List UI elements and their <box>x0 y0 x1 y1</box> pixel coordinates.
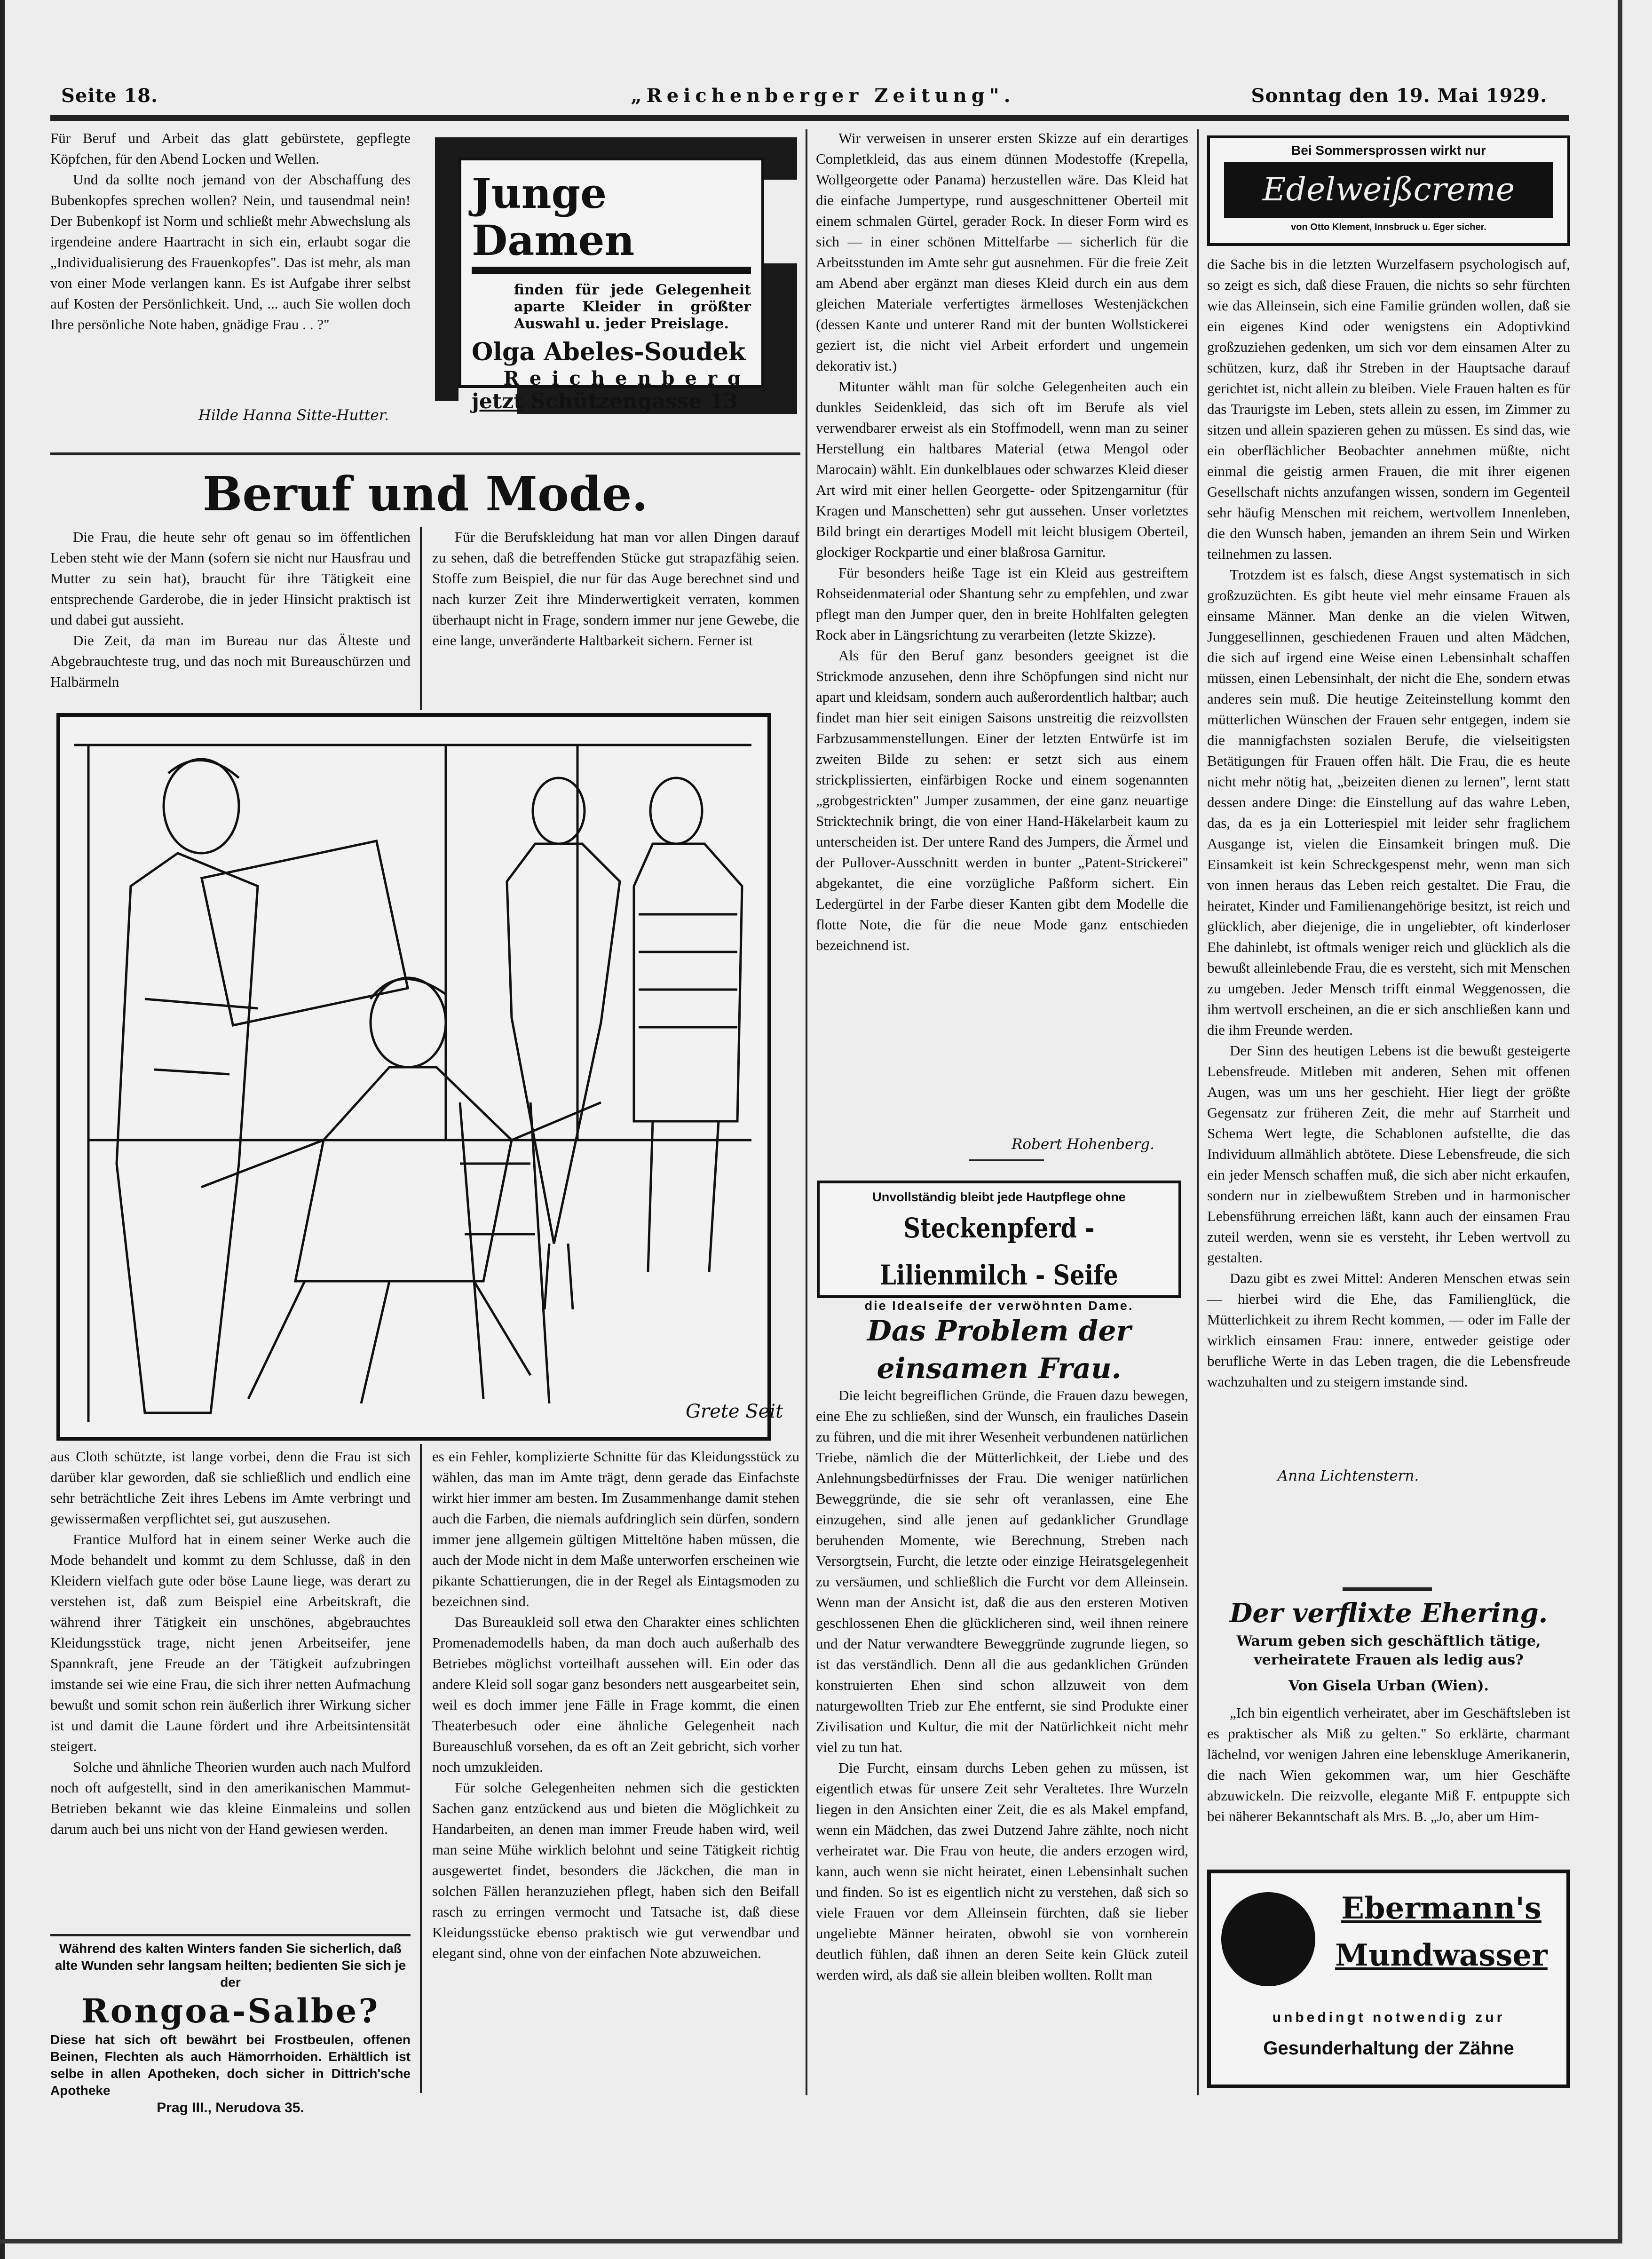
paragraph: Die Frau, die heute sehr oft genau so im öffentlichen Leben steht wie der Mann (sofern sie nicht nur Hausfrau und Mutter zu sein hat), braucht für ihre Tätigkeit eine entsprechende Garderobe, die in jeder Hinsicht praktisch ist und dabei gut aussieht. <box>50 529 411 628</box>
paragraph: die Sache bis in die letzten Wurzelfasern psychologisch auf, so zeigt es sich, daß diese Frauen, die nichts so sehr fürchten wie das Alleinsein, sich eine Familie gründen wollen, daß sie ein eigenes Kind oder wenigstens ein Adoptivkind großzuziehen gedenken, um sich vor dem einsamen Alter zu schützen, kurz, daß ihr Streben in der Hauptsache darauf gerichtet ist, nicht allein zu bleiben. Viele Frauen halten es für das Traurigste im Leben, stets allein zu essen, im Zimmer zu sitzen und allein spazieren gehen zu müssen. Es sind das, wie ein oberflächlicher Beobachter annehmen müßte, nicht einmal die geistig armen Frauen, die mit ihrer eigenen Gesellschaft nichts anzufangen wissen, sondern im Gegenteil sehr häufig Menschen mit reichem, wertvollem Innenleben, die den Wunsch haben, jemanden an ihrem Sein und Wirken teilnehmen zu lassen. <box>1207 256 1570 562</box>
ad-company: Olga Abeles-Soudek <box>472 338 746 366</box>
paragraph: Dazu gibt es zwei Mittel: Anderen Menschen etwas sein — hierbei wird die Ehe, das Familienglück, die Mütterlichkeit zu ihrem Recht kommen, — oder im Falle der wirklich einsamen Frau: innere, entweder geistige oder berufliche Werte in das Leben tragen, die die Lebensfreude wachzuhalten und zu steigern imstande sind. <box>1207 1270 1570 1390</box>
author-signature: Hilde Hanna Sitte-Hutter. <box>198 407 389 424</box>
illustrator-signature: Grete Seit <box>686 1401 783 1422</box>
ad-address: Prag III., Nerudova 35. <box>157 2100 304 2116</box>
paragraph: Die Furcht, einsam durchs Leben gehen zu müssen, ist eigentlich etwas für unsere Zeit sehr Veraltetes. Ihre Wurzeln liegen in den Ansichten einer Zeit, die es als Makel empfand, wenn ein Mädchen, das zwei Dutzend Jahre zählte, noch nicht verheiratet war. Die Frau von heute, die anders erzogen wird, kann, auch wenn sie nicht heiratet, einen Lebensinhalt suchen und finden. So ist es eigentlich nicht zu verstehen, daß sich so viele Frauen vor dem Alleinsein fürchten, daß sie lieber ungeliebte Männer heiraten, obwohl sie von vornherein deutlich fühlen, daß ihnen an deren Seite kein Glück zuteil werden wird, als daß sie allein bleiben wollten. Rollt man <box>816 1760 1188 1983</box>
short-rule <box>969 1159 1044 1161</box>
article-title-einsame-frau: Das Problem der einsamen Frau. <box>867 1315 1131 1385</box>
paragraph: Für die Berufskleidung hat man vor allen Dingen darauf zu sehen, daß die betreffenden Stücke gut strapazfähig seien. Stoffe zum Beispiel, die nur für das Auge berechnet sind und nach kurzer Zeit ihre Minderwertigkeit verraten, kommen überhaupt nicht in Frage, sondern immer nur jene Gewebe, die eine lange, unveränderte Haltbarkeit sichern. Ferner ist <box>432 529 799 649</box>
ad-flower-emblem <box>1221 1892 1315 1986</box>
paragraph: Trotzdem ist es falsch, diese Angst systematisch in sich großzuzüchten. Es gibt heute viel mehr einsame Frauen als einsame Männer. Man denke an die vielen Witwen, Junggesellinnen, geschiedenen Frauen und alten Mädchen, die sich auf irgend eine Weise einen Lebensinhalt schaffen müssen, einen Lebensinhalt, der nicht die Ehe, sondern etwas anderes sein muß. Die heutige Zeiteinstellung kommt den mütterlichen Wünschen der Frauen sehr entgegen, indem sie die mannigfachsten sozialen Berufe, die vielseitigsten Betätigungen für Frauen offen hält. Die Frau, die es heute nicht mehr nötig hat, „beizeiten dienen zu lernen", lernt statt dessen andere Dinge: die Einstellung auf das wahre Leben, das, da es ja ein Lotteriespiel mit leider sehr fraglichem Ausgange ist, vielen die Einsamkeit bringen muß. Die Einsamkeit ist kein Schreckgespenst mehr, wenn man sich von innen heraus das Leben reich gestaltet. Die Frau, die heiratet, Kinder und Familienangehörige besitzt, ist reich und glücklich, aber diejenige, die in ungeliebter, oft kinderloser Ehe dahinlebt, ist oftmals weniger reich und glücklich als die bewußt alleinlebende Frau, die es versteht, sich mit Menschen zu umgeben. Jeder Mensch trifft einmal Weggenossen, die ihm wertvoll erscheinen, an die er sich anschließen kann und die ihm Freunde werden. <box>1207 566 1570 1038</box>
ad-product: Mundwasser <box>1335 1938 1548 1973</box>
paragraph: es ein Fehler, komplizierte Schnitte für das Kleidungsstück zu wählen, das man im Amte trägt, denn gerade das Einfachste wirkt hier immer am besten. Im Zusammenhange damit stehen auch die Farben, die niemals aufdringlich sein dürfen, sondern immer jene allgemein gültigen Mitteltöne haben müssen, die auch der Mode nicht in dem Maße unterworfen erscheinen wie pikante Schattierungen, die in der Regel als Eintagsmoden zu bezeichnen sind. <box>432 1448 799 1609</box>
ad-product: Rongoa-Salbe? <box>81 1991 380 2030</box>
ad-line1: Unvollständig bleibt jede Hautpflege ohne <box>872 1190 1126 1204</box>
author-signature: Anna Lichtenstern. <box>1277 1467 1419 1484</box>
ad-intro: Während des kalten Winters fanden Sie sicherlich, daß alte Wunden sehr langsam heilten; bedienten Sie sich je der <box>55 1941 406 1990</box>
fashion-illustration <box>56 713 783 1441</box>
paragraph: Der Sinn des heutigen Lebens ist die bewußt gesteigerte Lebensfreude. Mitleben mit anderen, Sehen mit offenen Augen, was um uns her geschieht. Hier liegt der größte Gegensatz zur früheren Zeit, die mehr auf Starrheit und Schema Wert legte, die Schablonen aufstellte, die das Individuum allmählich abtötete. Diese Lebensfreude, die sich ein jeder Mensch schaffen muß, die sich aber nicht erkaufen, sondern nur in zielbewußtem Streben und in harmonischer Lebensführung erreichen läßt, kann auch der einsamen Frau zuteil werden, wenn sie es versteht, ihr Leben wertvoll zu gestalten. <box>1207 1042 1570 1266</box>
article-title-beruf-und-mode: Beruf und Mode. <box>202 466 648 522</box>
ad-bar <box>472 267 751 274</box>
beruf-text-col2-bottom <box>432 1446 799 2095</box>
paragraph: Das Bureaukleid soll etwa den Charakter eines schlichten Promenademodells haben, da man doch auch außerhalb des Betriebes möglichst vorteilhaft aussehen will. Ein oder das andere Kleid soll sogar ganz besonders nett ausgearbeitet sein, weil es doch immer jene Fälle in Frage kommt, die einen Theaterbesuch oder eine ähnliche Gelegenheit nach Bureauschluß vorsehen, da es oft an Zeit gebricht, sich vorher noch umzukleiden. <box>432 1614 799 1775</box>
einsame-frau-text-col4 <box>1207 254 1570 1465</box>
ad-line3: unbedingt notwendig zur <box>1272 2010 1505 2025</box>
short-rule <box>1343 1587 1432 1591</box>
paragraph: Mitunter wählt man für solche Gelegenheiten auch ein dunkles Seidenkleid, das sich oft im Berufe als viel verwendbarer erweist als ein Stoffmodell, wenn man zu seiner Herstellung ein haltbares Material (etwa Mengol oder Marocain) wählt. Ein dunkelblaues oder schwarzes Kleid dieser Art wird mit einer hellen Georgette- oder Spitzengarnitur (für Kragen und Manschetten) sehr gut aussehen. Unser vorletztes Bild bringt ein derartiges Modell mit leicht blusigem Oberteil, glockiger Rockpartie und einer blaßrosa Garnitur. <box>816 378 1188 560</box>
ad-line3: von Otto Klement, Innsbruck u. Eger sicher. <box>1291 222 1486 232</box>
beruf-text-col3 <box>816 128 1188 1134</box>
ad-line1: Bei Sommersprossen wirkt nur <box>1291 143 1486 158</box>
paragraph: Und da sollte noch jemand von der Abschaffung des Bubenkopfes sprechen wollen? Nein, und tausendmal nein! Der Bubenkopf ist Norm und schließt mehr Abwechslung als irgendeine andere Haartracht in sich ein, erlaubt sogar die „Individualisierung des Frauenkopfes". Das ist mehr, als man von einer Mode verlangen kann. Es ist Aufgabe ihrer selbst auf Kosten der Persönlichkeit. Und, ... auch Sie wollen doch Ihre persönliche Note haben, gnädige Frau . . ?" <box>50 171 411 333</box>
column-rule <box>806 129 807 2095</box>
column-rule <box>1197 129 1199 2095</box>
ad-junge-damen <box>458 158 764 413</box>
ad-rule <box>50 1934 411 1936</box>
section-rule <box>50 452 800 455</box>
ad-line4: Gesunderhaltung der Zähne <box>1263 2038 1514 2059</box>
article-byline: Von Gisela Urban (Wien). <box>1288 1678 1489 1694</box>
scan-edge <box>0 0 5 2259</box>
ad-address: Schützengasse 13 <box>530 389 738 413</box>
header-rule <box>50 115 1569 121</box>
fashion-sketch-image <box>60 717 783 1437</box>
ad-shadow <box>435 137 458 401</box>
ad-line3: die Idealseife der verwöhnten Dame. <box>864 1299 1134 1313</box>
paragraph: Für solche Gelegenheiten nehmen sich die gestickten Sachen ganz entzückend aus und bieten die Möglichkeit zu Handarbeiten, an denen man immer Freude haben wird, weil man seine Mühe wirklich belohnt und seine Tätigkeit richtig ausgewertet findet, besonders die Jäckchen, die man in solchen Fällen heranzuziehen pflegt, haben sich den Beifall rasch zu erringen vermocht und Tatsache ist, daß diese Kleidungsstücke ebenso praktisch wie gut verwendbar und elegant sind, ohne von der einfachen Note abzuweichen. <box>432 1779 799 1961</box>
ad-product: Edelweißcreme <box>1224 162 1553 218</box>
paragraph: Wir verweisen in unserer ersten Skizze auf ein derartiges Completkleid, das aus einem dünnen Modestoffe (Krepella, Wollgeorgette oder Panama) herzustellen wäre. Das Kleid hat die einfache Jumpertype, rund ausgeschnittener Oberteil mit einem schmalen Gürtel, gerader Rock. In dieser Form wird es sich — in einer schönen Mittelfarbe — sicherlich für die Arbeitsstunden im Amte sehr gut ausnehmen. Für die freie Zeit am Abend aber ergänzt man dieses Kleid durch ein aus dem gleichen Materiale verfertigtes ärmelloses Westenjäckchen (dessen Kante und unterer Rand mit der bunten Wollstickerei geziert ist, die nicht viel Arbeit erfordert und ungemein dekorativ ist.) <box>816 130 1188 374</box>
ad-body: finden für jede Gelegenheit aparte Kleider in größter Auswahl u. jeder Preislage. <box>514 282 751 332</box>
paragraph: „Ich bin eigentlich verheiratet, aber im Geschäftsleben ist es praktischer als Miß zu gelten." So erklärte, charmant lächelnd, vor wenigen Jahren eine lebenskluge Amerikanerin, die nach Wien gekommen war, um hier Geschäfte abzuwickeln. Die reizvolle, elegante Miß F. entpuppte sich bei näherer Bekanntschaft als Mrs. B. „Jo, aber um Him- <box>1207 1704 1570 1824</box>
paragraph: Die leicht begreiflichen Gründe, die Frauen dazu bewegen, eine Ehe zu schließen, sind der Wunsch, ein frauliches Dasein zu führen, und die mit ihrer Wesenheit verbundenen natürlichen Triebe, nämlich die der Mütterlichkeit, der Liebe und des Anlehnungsbedürfnisses der Frau. Die weniger natürlichen Beweggründe, die sie sehr oft veranlassen, eine Ehe einzugehen, sind alle jenen auf gedanklicher Grundlage beruhenden Momente, wie Berechnung, Streben nach Versorgtsein, Furcht, die letzte oder einzige Heiratsgelegenheit zu versäumen, und schließlich die Furcht vor dem Alleinsein. Wenn man der Ansicht ist, daß die aus den ersteren Motiven geschlossenen Ehen die glücklicheren sind, weil ihnen reinere und der Natur verwandtere Beweggründe zugrunde liegen, so ist das verständlich. Denn all die aus gedanklichen Gründen konstruierten Ehen sind schon allzuweit von dem naturgewollten Trieb zur Ehe entfernt, sie sind Produkte einer Zivilisation und Kultur, die mit der Natürlichkeit nicht mehr viel zu tun hat. <box>816 1387 1188 1755</box>
paragraph: Solche und ähnliche Theorien wurden auch nach Mulford noch oft aufgestellt, sind in den amerikanischen Mammut-Betrieben bekannt wie das kleine Einmaleins und sollen darum auch bei uns nicht von der Hand gewiesen werden. <box>50 1759 411 1837</box>
einsame-frau-text-col3 <box>816 1385 1188 2095</box>
page-frame-bottom <box>0 2239 1622 2243</box>
ad-brand: Ebermann's <box>1341 1891 1541 1926</box>
page-number: Seite 18. <box>61 85 158 107</box>
newspaper-title: „Reichenberger Zeitung". <box>631 85 1015 107</box>
ad-edelweiss <box>1207 135 1570 246</box>
ad-ebermann <box>1207 1870 1570 2088</box>
paragraph: Für Beruf und Arbeit das glatt gebürstete, gepflegte Köpfchen, für den Abend Locken und Wellen. <box>50 130 411 167</box>
paragraph: Für besonders heiße Tage ist ein Kleid aus gestreiftem Rohseidenmaterial oder Shantung sehr zu empfehlen, und zwar pflegt man den Jumper quer, den in breite Hohlfalten gelegten Rock aber in Längsrichtung zu verarbeiten (letzte Skizze). <box>816 564 1188 643</box>
ad-title: Junge Damen <box>472 169 635 265</box>
beruf-text-col1-top <box>50 527 411 710</box>
ad-city: Reichenberg <box>503 367 751 389</box>
ad-body: Diese hat sich oft bewährt bei Frostbeulen, offenen Beinen, Flechten als auch Hämorrhoiden. Erhältlich ist selbe in allen Apotheken, doch sicher in Dittrich'sche Apotheke <box>50 2032 411 2098</box>
column-rule <box>420 1444 422 2093</box>
beruf-text-col1-bottom <box>50 1446 411 1931</box>
issue-date: Sonntag den 19. Mai 1929. <box>1251 85 1547 107</box>
hair-article-text <box>50 128 411 420</box>
column-rule <box>420 527 422 710</box>
page-frame-right <box>1618 0 1622 2243</box>
ad-rongoa <box>50 1940 411 2117</box>
paragraph: Frantice Mulford hat in einem seiner Werke auch die Mode behandelt und kommt zu dem Schlusse, daß in den Kleidern vielfach gute oder böse Laune liege, was derart zu verstehen ist, daß zum Beispiel eine Arbeitskraft, die während ihrer Tätigkeit ein unschönes, abgebrauchtes Kleidungsstück trage, nicht jenen Arbeitseifer, jene Spannkraft, jene Freude an der Tätigkeit aufzubringen imstande sei wie eine Frau, die sich ihrer netten Aufmachung bewußt und somit schon rein äußerlich ihrer Wirkung sicher ist und damit die Laune fördert und ihre Arbeitsintensität steigert. <box>50 1531 411 1754</box>
paragraph: Die Zeit, da man im Bureau nur das Älteste und Abgebrauchteste trug, und das noch mit Bureauschürzen und Halbärmeln <box>50 632 411 690</box>
ehering-text <box>1207 1703 1570 1848</box>
beruf-text-col2-top <box>432 527 799 710</box>
paragraph: Als für den Beruf ganz besonders geeignet ist die Strickmode anzusehen, denn ihre Schöpfungen sind nicht nur apart und kleidsam, sondern auch außerordentlich haltbar; auch findet man hier seit einigen Saisons unstreitig die reizvollsten Farbzusammenstellungen. Einer der letzten Entwürfe ist im zweiten Bilde zu sehen: er setzt sich aus einem strickplissierten, einfärbigen Rocke und einem sogenannten „grobgestrickten" Jumper zusammen, der eine ganz neuartige Stricktechnik bringt, die von einer Hand-Häkelarbeit kaum zu unterscheiden ist. Der untere Rand des Jumpers, die Ärmel und der Pullover-Ausschnitt werden in bunter „Patent-Strickerei" abgekantet, die eine vorzügliche Paßform sichert. Ein Ledergürtel in der Farbe dieser Kanten gibt dem Modelle die flotte Note, die für die neue Mode ganz entschieden bezeichnend ist. <box>816 647 1188 953</box>
article-title-ehering: Der verflixte Ehering. <box>1229 1598 1548 1629</box>
ad-steckenpferd <box>817 1181 1181 1313</box>
article-subtitle: Warum geben sich geschäftlich tätige, verheiratete Frauen als ledig aus? <box>1236 1633 1541 1668</box>
author-signature: Robert Hohenberg. <box>1011 1136 1154 1153</box>
ad-product: Steckenpferd - Lilienmilch - Seife <box>880 1212 1118 1291</box>
paragraph: aus Cloth schützte, ist lange vorbei, denn die Frau ist sich darüber klar geworden, daß sie schließlich und endlich eine sehr beträchtliche Zeit ihres Lebens im Amte verbringt und gewissermaßen verpflichtet sei, gut auszusehen. <box>50 1448 411 1527</box>
ad-address-prefix: jetzt <box>472 389 523 413</box>
